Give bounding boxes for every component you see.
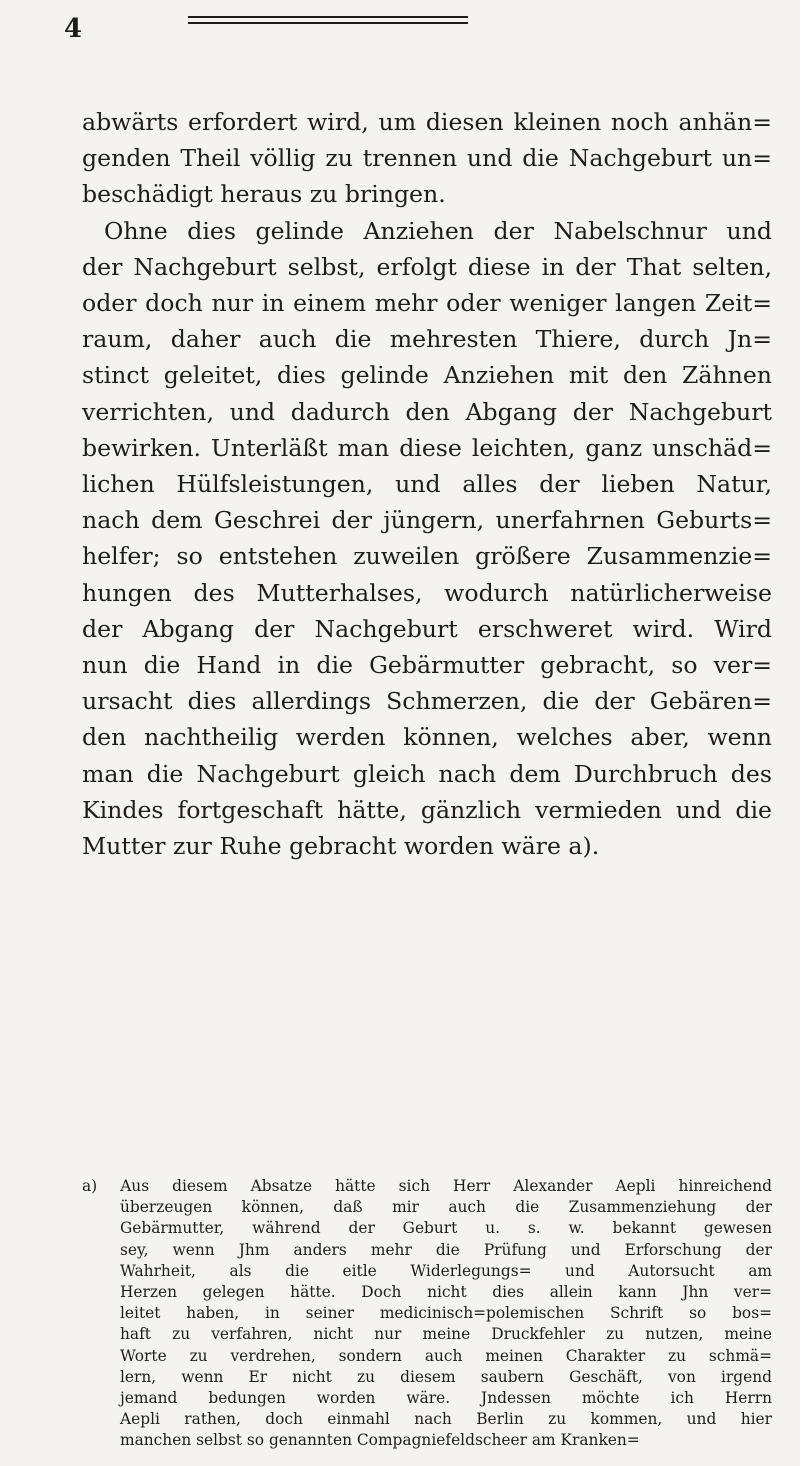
body-line: den nachtheilig werden können, welches aber, wenn: [82, 723, 772, 752]
body-text: [82, 104, 772, 864]
footnote-line: a) Aus diesem Absatze hätte sich Herr Alexander Aepli hinreichend: [82, 1177, 772, 1195]
body-line: Ohne dies gelinde Anziehen der Nabelschnur und: [104, 216, 772, 245]
footnote-line: Wahrheit, als die eitle Widerlegungs= und Autorsucht am: [120, 1261, 772, 1280]
footnote-line: Worte zu verdrehen, sondern auch meinen Charakter zu schmä=: [120, 1346, 772, 1365]
body-line: nun die Hand in die Gebärmutter gebracht, so ver=: [82, 651, 772, 680]
body-line: ursacht dies allerdings Schmerzen, die der Gebären=: [82, 687, 772, 716]
body-line: stinct geleitet, dies gelinde Anziehen mit den Zähnen: [82, 361, 772, 390]
body-line: verrichten, und dadurch den Abgang der Nachgeburt: [82, 397, 772, 426]
body-line: raum, daher auch die mehresten Thiere, durch Jn=: [82, 325, 772, 354]
footnote-line: Herzen gelegen hätte. Doch nicht dies allein kann Jhn ver=: [120, 1283, 772, 1302]
body-line: bewirken. Unterläßt man diese leichten, ganz unschäd=: [82, 433, 772, 462]
body-line: hungen des Mutterhalses, wodurch natürlicherweise: [82, 578, 772, 607]
page-header: [60, 8, 750, 48]
header-rule: [188, 16, 468, 24]
footnote-line: jemand bedungen worden wäre. Jndessen möchte ich Herrn: [120, 1389, 772, 1408]
body-line: abwärts erfordert wird, um diesen kleinen noch anhän=: [82, 108, 772, 136]
footnote-line: sey, wenn Jhm anders mehr die Prüfung und Erforschung der: [120, 1240, 772, 1259]
body-line: helfer; so entstehen zuweilen größere Zusammenzie=: [82, 542, 772, 571]
body-line: der Abgang der Nachgeburt erschweret wird. Wird: [82, 614, 772, 643]
footnote-line: leitet haben, in seiner medicinisch=polemischen Schrift so bos=: [120, 1304, 772, 1323]
body-line: Mutter zur Ruhe gebracht worden wäre a).: [82, 832, 600, 861]
body-line: der Nachgeburt selbst, erfolgt diese in der That selten,: [82, 252, 772, 281]
footnote-line: Aepli rathen, doch einmahl nach Berlin zu kommen, und hier: [120, 1410, 772, 1429]
body-line: Kindes fortgeschaft hätte, gänzlich vermieden und die: [82, 795, 772, 824]
footnote-line: haft zu verfahren, nicht nur meine Druckfehler zu nutzen, meine: [120, 1325, 772, 1344]
body-line: nach dem Geschrei der jüngern, unerfahrnen Geburts=: [82, 506, 772, 535]
body-line: man die Nachgeburt gleich nach dem Durchbruch des: [82, 759, 772, 788]
footnote-line: lern, wenn Er nicht zu diesem saubern Geschäft, von irgend: [120, 1367, 772, 1386]
body-line: genden Theil völlig zu trennen und die Nachgeburt un=: [82, 144, 772, 173]
page-number: 4: [64, 14, 83, 44]
footnote-line: überzeugen können, daß mir auch die Zusammenziehung der: [120, 1198, 772, 1217]
footnote-line: manchen selbst so genannten Compagniefeldscheer am Kranken=: [120, 1431, 640, 1450]
body-line: beschädigt heraus zu bringen.: [82, 180, 446, 209]
footnote-line: Gebärmutter, während der Geburt u. s. w. bekannt gewesen: [120, 1219, 772, 1238]
footnote: [82, 1176, 772, 1452]
body-line: oder doch nur in einem mehr oder weniger langen Zeit=: [82, 289, 772, 318]
body-line: lichen Hülfsleistungen, und alles der lieben Natur,: [82, 470, 772, 499]
